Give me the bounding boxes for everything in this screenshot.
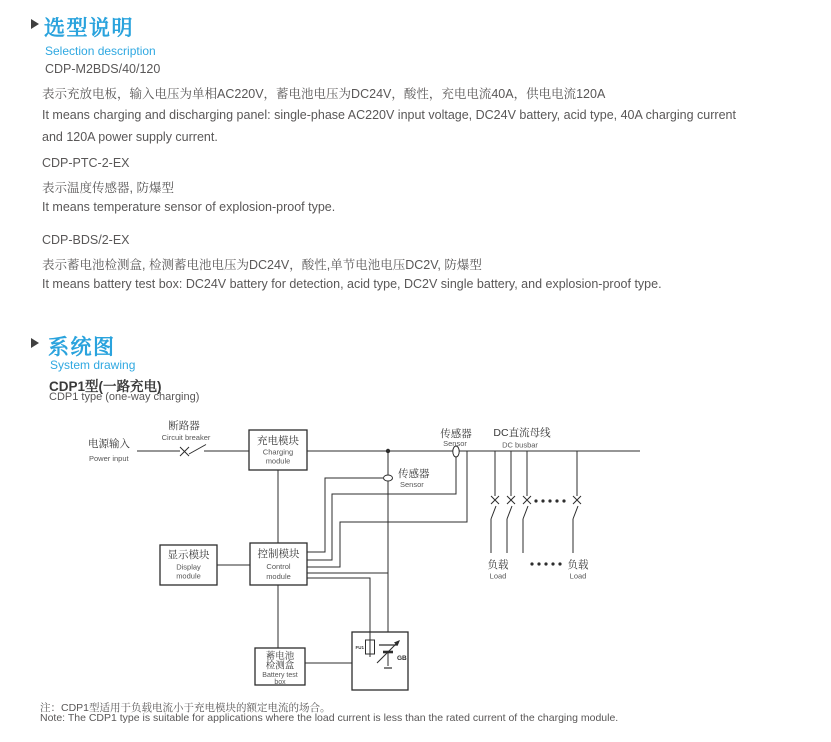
selection-title-en: Selection description (45, 44, 156, 58)
load-right-label-en: Load (569, 571, 587, 581)
note-en: Note: The CDP1 type is suitable for applications where the load current is less than the rated current of the charging module. (40, 712, 619, 724)
system-title-zh: 系统图 (48, 336, 116, 359)
battery-sensor-label-zh: 传感器 (398, 468, 430, 480)
charging-module-label-zh: 充电模块 (257, 435, 299, 447)
breaker-label-en: Circuit breaker (161, 433, 211, 442)
busbar-sensor-label-en: Sensor (443, 439, 467, 448)
note-zh: 注：CDP1型适用于负载电流小于充电模块的额定电流的场合。 (40, 702, 331, 714)
load-left-label-en: Load (489, 571, 507, 581)
battery-test-label-zh2: 检测盒 (265, 660, 295, 672)
model-desc-en: It means temperature sensor of explosion-proof type. (42, 200, 336, 214)
display-module-label-en2: module (176, 571, 201, 581)
drawing-subtitle-en: CDP1 type (one-way charging) (49, 391, 200, 403)
load-branches (491, 451, 581, 566)
battery-test-label-zh1: 蓄电池 (265, 651, 295, 662)
breaker-symbol (180, 447, 189, 456)
model-desc-zh: 表示温度传感器, 防爆型 (42, 181, 174, 195)
battery-label: GB (397, 655, 407, 662)
charging-module-label-en2: module (265, 456, 291, 466)
model-desc-en: It means charging and discharging panel: single-phase AC220V input voltage, DC24V battery, acid type, 40A charging current and 120A power supply current. (42, 108, 736, 144)
control-module-label-en2: module (266, 572, 291, 581)
dc-busbar-label-en: DC busbar (502, 440, 538, 450)
power-input-label-en: Power input (89, 454, 129, 463)
model-desc-en: It means battery test box: DC24V battery for detection, acid type, DC2V single battery, and explosion-proof type. (42, 277, 662, 291)
fuse-label: FU1 (355, 645, 364, 650)
charging-module-label-en1: Charging (262, 447, 294, 457)
model-desc-zh: 表示蓄电池检测盒, 检测蓄电池电压为DC24V，酸性,单节电池电压DC2V, 防爆型 (42, 258, 482, 272)
dc-busbar-label-zh: DC直流母线 (493, 427, 551, 439)
ellipsis-dots (530, 499, 565, 565)
model-code: CDP-M2BDS/40/120 (45, 62, 161, 76)
load-right-label-zh: 负载 (567, 559, 589, 571)
drawing-subtitle-zh: CDP1型(一路充电) (49, 379, 162, 394)
control-module-label-en1: Control (266, 562, 291, 571)
display-module-label-zh: 显示模块 (167, 549, 210, 561)
model-code: CDP-PTC-2-EX (42, 156, 130, 170)
display-module-label-en1: Display (176, 562, 201, 572)
battery-sensor-label-en: Sensor (400, 480, 424, 489)
model-desc-zh: 表示充放电板，输入电压为单相AC220V，蓄电池电压为DC24V，酸性，充电电流40A，供电电流120A (42, 87, 606, 101)
model-code: CDP-BDS/2-EX (42, 233, 130, 247)
load-left-label-zh: 负载 (487, 559, 509, 571)
battery-test-label-en2: box (274, 679, 286, 686)
breaker-label-zh: 断路器 (168, 420, 200, 432)
power-input-label-zh: 电源输入 (88, 438, 130, 450)
control-module-label-zh: 控制模块 (257, 548, 300, 560)
battery-sensor-symbol (384, 475, 393, 481)
system-title-en: System drawing (50, 358, 136, 372)
selection-title-zh: 选型说明 (44, 17, 134, 40)
busbar-sensor-label-zh: 传感器 (440, 428, 472, 440)
battery-test-label-en1: Battery test (262, 672, 298, 679)
